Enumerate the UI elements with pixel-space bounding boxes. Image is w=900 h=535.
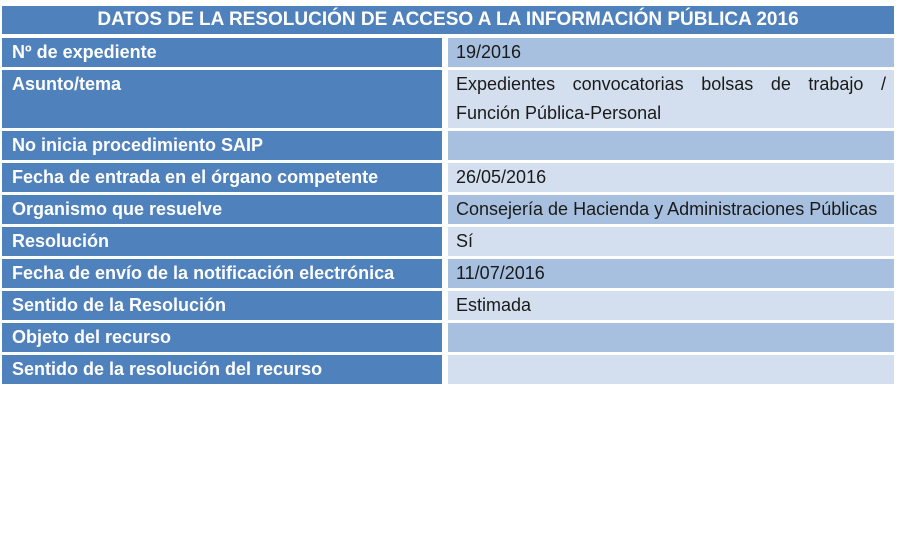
value-asunto: Expedientes convocatorias bolsas de trabajo / Función Pública-Personal xyxy=(448,70,894,128)
resolution-sheet xyxy=(2,2,894,387)
label-fecha-envio: Fecha de envío de la notificación electrónica xyxy=(2,259,448,288)
row-fecha-entrada xyxy=(2,163,894,192)
value-resolucion: Sí xyxy=(448,227,894,256)
row-expediente xyxy=(2,38,894,67)
row-sentido xyxy=(2,291,894,320)
value-fecha-envio: 11/07/2016 xyxy=(448,259,894,288)
row-asunto xyxy=(2,70,894,128)
row-resolucion xyxy=(2,227,894,256)
label-sentido-recurso: Sentido de la resolución del recurso xyxy=(2,355,448,384)
row-fecha-envio xyxy=(2,259,894,288)
value-fecha-entrada: 26/05/2016 xyxy=(448,163,894,192)
row-organismo xyxy=(2,195,894,224)
value-saip xyxy=(448,131,894,160)
value-sentido-recurso xyxy=(448,355,894,384)
value-expediente: 19/2016 xyxy=(448,38,894,67)
label-fecha-entrada: Fecha de entrada en el órgano competente xyxy=(2,163,448,192)
value-sentido: Estimada xyxy=(448,291,894,320)
label-objeto-recurso: Objeto del recurso xyxy=(2,323,448,352)
label-sentido: Sentido de la Resolución xyxy=(2,291,448,320)
row-objeto-recurso xyxy=(2,323,894,352)
table-title: DATOS DE LA RESOLUCIÓN DE ACCESO A LA INFORMACIÓN PÚBLICA 2016 xyxy=(2,5,894,35)
row-saip xyxy=(2,131,894,160)
label-saip: No inicia procedimiento SAIP xyxy=(2,131,448,160)
resolution-table xyxy=(2,2,894,387)
title-row xyxy=(2,5,894,35)
row-sentido-recurso xyxy=(2,355,894,384)
label-organismo: Organismo que resuelve xyxy=(2,195,448,224)
value-objeto-recurso xyxy=(448,323,894,352)
label-asunto: Asunto/tema xyxy=(2,70,448,128)
label-resolucion: Resolución xyxy=(2,227,448,256)
value-organismo: Consejería de Hacienda y Administraciones Públicas xyxy=(448,195,894,224)
label-expediente: Nº de expediente xyxy=(2,38,448,67)
